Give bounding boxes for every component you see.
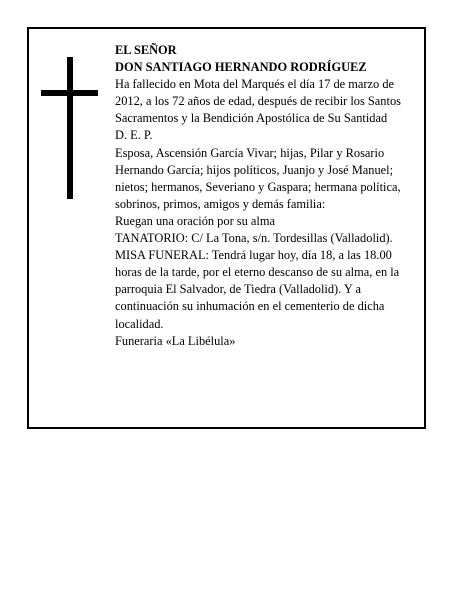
funeral-home: Funeraria «La Libélula»: [115, 333, 236, 348]
dep-line: D. E. P.: [115, 128, 153, 143]
funeral-mass-info: MISA FUNERAL: Tendrá lugar hoy, día 18, a las 18.00 horas de la tarde, por el eterno descanso de su alma, en la parroquia El Salvador, de Tiedra (Valladolid). Y a continuación su inhumación en el cementerio de dicha localidad.: [115, 248, 400, 331]
deceased-name: DON SANTIAGO HERNANDO RODRÍGUEZ: [115, 60, 367, 75]
prayer-request: Ruegan una oración por su alma: [115, 213, 275, 228]
cross-vertical-bar: [67, 57, 73, 199]
tanatorio-info: TANATORIO: C/ La Tona, s/n. Tordesillas (Valladolid).: [115, 231, 393, 246]
cross-horizontal-bar: [41, 90, 98, 96]
family-list: Esposa, Ascensión García Vivar; hijas, Pilar y Rosario Hernando García; hijos políticos, Juanjo y José Manuel; nietos; hermanos, Severiano y Gaspara; hermana política, sobrinos, primos, amigos y demás familia:: [115, 145, 401, 211]
obituary-text: [115, 42, 420, 350]
obituary-notice: [27, 27, 426, 429]
notice-title: EL SEÑOR: [115, 43, 177, 57]
death-statement: Ha fallecido en Mota del Marqués el día 17 de marzo de 2012, a los 72 años de edad, después de recibir los Santos Sacramentos y la Bendición Apostólica de Su Santidad: [115, 77, 401, 126]
